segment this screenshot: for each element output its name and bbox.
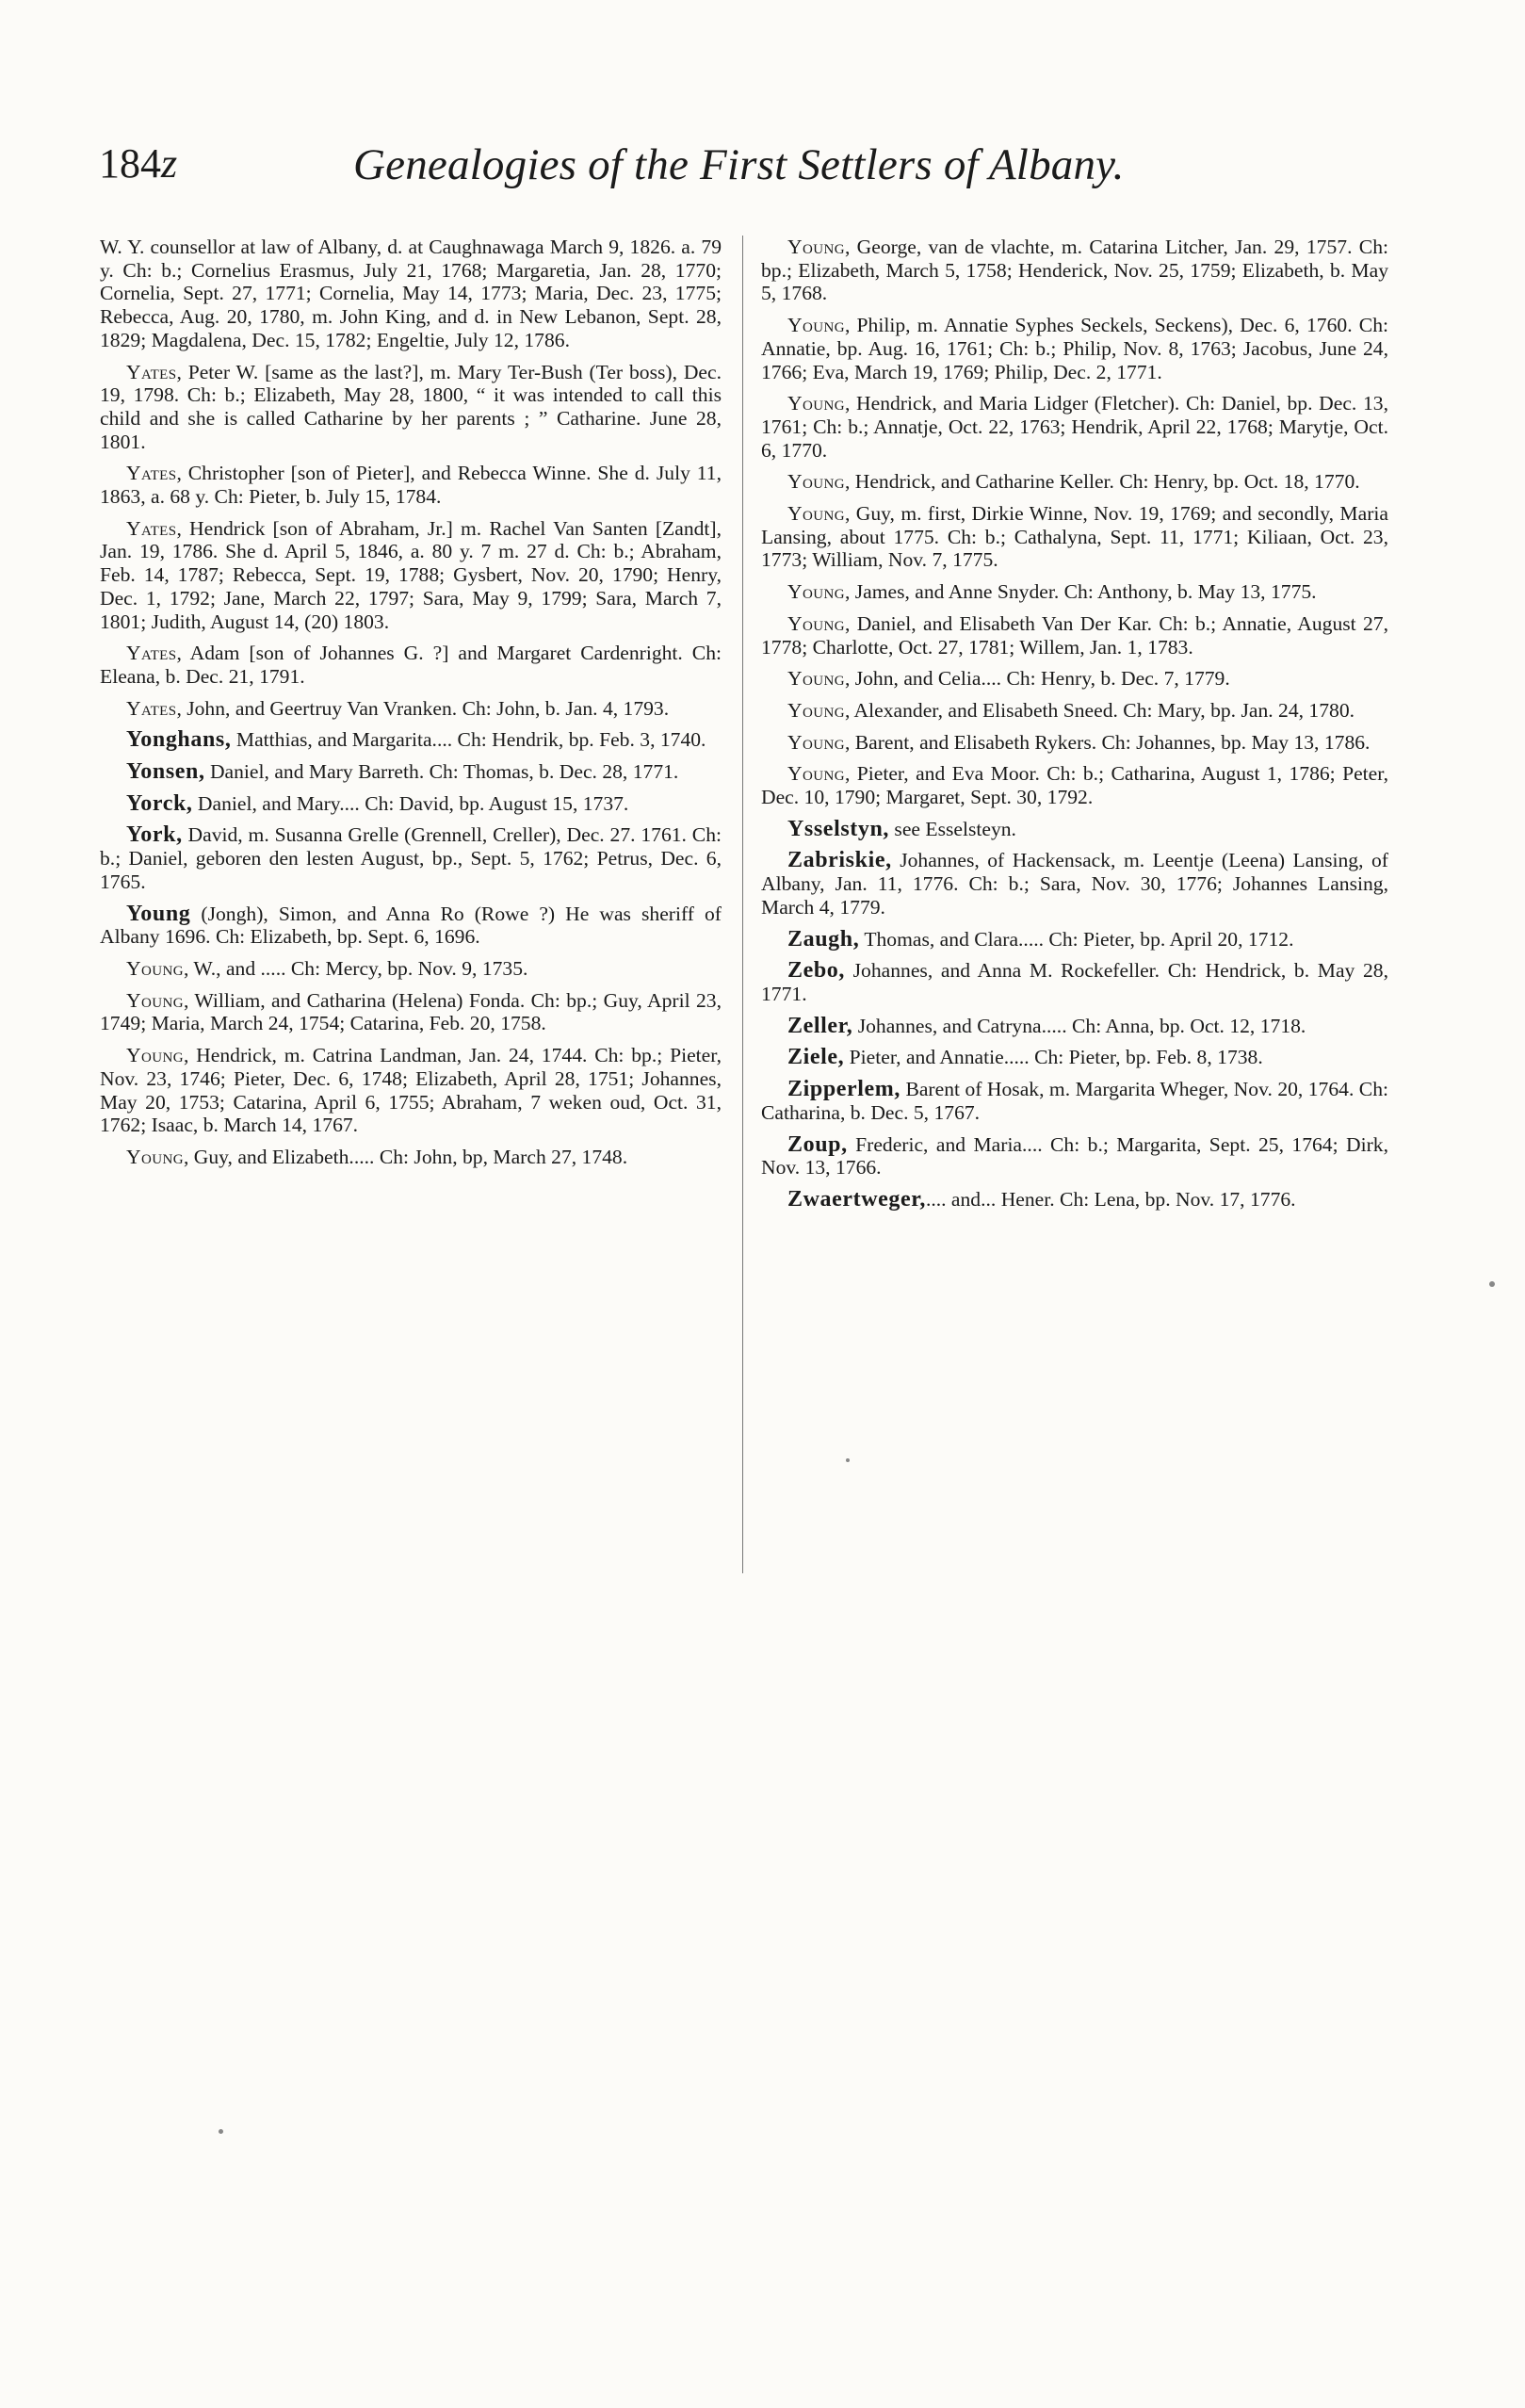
margin-speck <box>1489 1281 1495 1287</box>
entry-text: , Guy, m. first, Dirkie Winne, Nov. 19, 1769; and secondly, Maria Lansing, about 1775. Ch: b.; Cathalyna, Sept. 11, 1771; Kiliaan, Oct. 23, 1773; William, Nov. 7, 1775. <box>761 502 1388 572</box>
entry-surname: Zipperlem, <box>787 1077 900 1102</box>
entry-surname: Young <box>126 1145 184 1168</box>
right-column <box>761 236 1388 1220</box>
genealogy-entry <box>761 959 1388 1005</box>
entry-text: , Daniel, and Elisabeth Van Der Kar. Ch: b.; Annatie, August 27, 1778; Charlotte, Oct. 27, 1781; Willem, Jan. 1, 1783. <box>761 611 1388 659</box>
entry-text: Johannes, and Catryna..... Ch: Anna, bp. Oct. 12, 1718. <box>852 1014 1306 1037</box>
entry-surname: Young <box>787 502 845 526</box>
entry-surname: Ysselstyn, <box>787 816 890 841</box>
entry-text: , Philip, m. Annatie Syphes Seckels, Seckens), Dec. 6, 1760. Ch: Annatie, bp. Aug. 16, 1761; Ch: b.; Philip, Nov. 8, 1763; Jacobus, June 24, 1766; Eva, March 19, 1769; Philip, Dec. 2, 1771. <box>761 314 1388 383</box>
entry-text: , W., and ..... Ch: Mercy, bp. Nov. 9, 1735. <box>183 956 528 980</box>
genealogy-entry <box>761 1078 1388 1124</box>
genealogy-entry <box>761 1015 1388 1038</box>
page-title: Genealogies of the First Settlers of Albany. <box>353 140 1125 189</box>
entry-text: , Pieter, and Eva Moor. Ch: b.; Catharina, August 1, 1786; Peter, Dec. 10, 1790; Margaret, Sept. 30, 1792. <box>761 762 1388 809</box>
entry-surname: Young <box>787 392 845 415</box>
entry-text: , Hendrick, and Maria Lidger (Fletcher). Ch: Daniel, bp. Dec. 13, 1761; Ch: b.; Annatje, Oct. 22, 1763; Hendrik, April 22, 1768; Marytje, Oct. 6, 1770. <box>761 392 1388 462</box>
genealogy-entry <box>761 1133 1388 1180</box>
entry-surname: Yates <box>126 462 177 485</box>
genealogy-entry <box>100 792 722 816</box>
entry-text: , Alexander, and Elisabeth Sneed. Ch: Mary, bp. Jan. 24, 1780. <box>844 698 1355 722</box>
entry-text: , George, van de vlachte, m. Catarina Litcher, Jan. 29, 1757. Ch: bp.; Elizabeth, March 5, 1758; Henderick, Nov. 25, 1759; Elizabeth, b. May 5, 1768. <box>761 236 1388 305</box>
entry-surname: Young <box>787 698 845 722</box>
genealogy-entry <box>100 903 722 949</box>
entry-surname: Zebo, <box>787 958 846 984</box>
genealogy-entry <box>100 697 722 721</box>
entry-surname: Yonghans, <box>126 727 232 753</box>
entry-text: David, m. Susanna Grelle (Grennell, Creller), Dec. 27. 1761. Ch: b.; Daniel, geboren den lesten August, bp., Sept. 5, 1762; Petrus, Dec. 6, 1765. <box>100 823 722 893</box>
entry-surname: Zeller, <box>787 1013 853 1038</box>
entry-text: Johannes, and Anna M. Rockefeller. Ch: Hendrick, b. May 28, 1771. <box>761 959 1388 1005</box>
genealogy-entry <box>100 462 722 508</box>
entry-text: Daniel, and Mary Barreth. Ch: Thomas, b. Dec. 28, 1771. <box>204 760 679 784</box>
entry-surname: York, <box>126 822 183 848</box>
genealogy-entry <box>761 470 1388 494</box>
genealogy-entry <box>761 580 1388 604</box>
entry-text: Johannes, of Hackensack, m. Leentje (Leena) Lansing, of Albany, Jan. 11, 1776. Ch: b.; Sara, Nov. 30, 1776; Johannes Lansing, March 4, 1779. <box>761 849 1388 919</box>
entry-surname: Yates <box>126 516 177 540</box>
entry-text: Matthias, and Margarita.... Ch: Hendrik, bp. Feb. 3, 1740. <box>231 728 706 752</box>
genealogy-entry <box>100 728 722 752</box>
entry-text: , Christopher [son of Pieter], and Rebecca Winne. She d. July 11, 1863, a. 68 y. Ch: Pieter, b. July 15, 1784. <box>100 462 722 509</box>
entry-text: , Hendrick [son of Abraham, Jr.] m. Rachel Van Santen [Zandt], Jan. 19, 1786. She d. April 5, 1846, a. 80 y. 7 m. 27 d. Ch: b.; Abraham, Feb. 14, 1787; Rebecca, Sept. 19, 1788; Gysbert, Nov. 20, 1790; Henry, Dec. 1, 1792; Jane, March 22, 1797; Sara, May 9, 1799; Sara, March 7, 1801; Judith, August 14, (20) 1803. <box>100 516 722 633</box>
genealogy-entry <box>761 1188 1388 1212</box>
page-header <box>99 139 1182 205</box>
page-number-suffix: z <box>161 140 178 187</box>
entry-text: , James, and Anne Snyder. Ch: Anthony, b. May 13, 1775. <box>844 580 1317 604</box>
entry-surname: Young <box>787 580 845 604</box>
entry-surname: Yorck, <box>126 790 193 816</box>
entry-surname: Young <box>787 730 845 754</box>
entry-surname: Zoup, <box>787 1131 848 1157</box>
genealogy-entry <box>761 502 1388 572</box>
entry-text: , Hendrick, and Catharine Keller. Ch: Henry, bp. Oct. 18, 1770. <box>844 470 1360 494</box>
genealogy-entry <box>100 823 722 893</box>
entry-text: , John, and Celia.... Ch: Henry, b. Dec. 7, 1779. <box>844 667 1230 691</box>
genealogy-entry <box>761 612 1388 659</box>
entry-text: , Barent, and Elisabeth Rykers. Ch: Johannes, bp. May 13, 1786. <box>844 730 1371 754</box>
genealogy-entry <box>100 1044 722 1137</box>
entry-text: .... and... Hener. Ch: Lena, bp. Nov. 17, 1776. <box>925 1187 1296 1211</box>
entry-surname: Young <box>787 611 845 635</box>
margin-speck <box>846 1458 850 1462</box>
entry-surname: Ziele, <box>787 1045 845 1070</box>
entry-text: Thomas, and Clara..... Ch: Pieter, bp. April 20, 1712. <box>859 927 1294 951</box>
genealogy-entry <box>100 642 722 688</box>
entry-surname: Young <box>126 1044 184 1067</box>
entry-text: Pieter, and Annatie..... Ch: Pieter, bp. Feb. 8, 1738. <box>844 1046 1263 1069</box>
genealogy-entry <box>761 928 1388 952</box>
page-number: 184z <box>99 140 178 187</box>
column-divider <box>742 236 743 1573</box>
entry-surname: Young <box>787 470 845 494</box>
genealogy-entry <box>761 849 1388 919</box>
left-column <box>100 236 722 1178</box>
entry-surname: Young <box>126 988 184 1012</box>
entry-text: (Jongh), Simon, and Anna Ro (Rowe ?) He was sheriff of Albany 1696. Ch: Elizabeth, bp. Sept. 6, 1696. <box>100 902 722 949</box>
entry-surname: Yonsen, <box>126 759 205 785</box>
entry-text: Barent of Hosak, m. Margarita Wheger, Nov. 20, 1764. Ch: Catharina, b. Dec. 5, 1767. <box>761 1078 1388 1124</box>
entry-surname: Young <box>126 901 191 926</box>
genealogy-entry <box>100 361 722 454</box>
entry-text: , John, and Geertruy Van Vranken. Ch: John, b. Jan. 4, 1793. <box>176 696 670 720</box>
entry-text: , Guy, and Elizabeth..... Ch: John, bp, March 27, 1748. <box>183 1145 628 1168</box>
entry-surname: Young <box>787 236 845 258</box>
entry-text: Frederic, and Maria.... Ch: b.; Margarita, Sept. 25, 1764; Dirk, Nov. 13, 1766. <box>761 1132 1388 1180</box>
genealogy-entry <box>761 699 1388 723</box>
genealogy-entry <box>100 957 722 981</box>
entry-text: Daniel, and Mary.... Ch: David, bp. August 15, 1737. <box>192 791 629 815</box>
genealogy-entry <box>761 731 1388 755</box>
margin-speck <box>219 2129 223 2134</box>
entry-text: W. Y. counsellor at law of Albany, d. at Caughnawaga March 9, 1826. a. 79 y. Ch: b.; Cornelius Erasmus, July 21, 1768; Margaretia, Jan. 28, 1770; Cornelia, Sept. 27, 1771; Cornelia, May 14, 1773; Maria, Dec. 23, 1775; Rebecca, Aug. 20, 1780, m. John King, and d. in New Lebanon, Sept. 28, 1829; Magdalena, Dec. 15, 1782; Engeltie, July 12, 1786. <box>100 236 722 351</box>
entry-surname: Yates <box>126 696 177 720</box>
genealogy-entry <box>761 392 1388 462</box>
genealogy-entry <box>761 1046 1388 1069</box>
entry-surname: Yates <box>126 360 177 383</box>
entry-surname: Young <box>787 314 845 337</box>
entry-surname: Young <box>787 762 845 786</box>
genealogy-entry <box>100 989 722 1035</box>
entry-surname: Zabriskie, <box>787 848 892 873</box>
genealogy-entry <box>100 760 722 784</box>
genealogy-entry <box>761 236 1388 305</box>
genealogy-entry <box>100 1146 722 1169</box>
genealogy-entry <box>100 517 722 634</box>
genealogy-entry <box>761 818 1388 841</box>
genealogy-entry <box>100 236 722 352</box>
genealogy-entry <box>761 762 1388 808</box>
entry-text: , Hendrick, m. Catrina Landman, Jan. 24, 1744. Ch: bp.; Pieter, Nov. 23, 1746; Pieter, Dec. 6, 1748; Elizabeth, April 28, 1751; Johannes, May 20, 1753; Catarina, April 6, 1755; Abraham, 7 weken oud, Oct. 31, 1762; Isaac, b. March 14, 1767. <box>100 1044 722 1137</box>
entry-text: , Peter W. [same as the last?], m. Mary Ter-Bush (Ter boss), Dec. 19, 1798. Ch: b.; Elizabeth, May 28, 1800, “ it was intended to call this child and she is called Catharine by her parents ; ” Catharine. June 28, 1801. <box>100 360 722 453</box>
entry-text: , William, and Catharina (Helena) Fonda. Ch: bp.; Guy, April 23, 1749; Maria, March 24, 1754; Catarina, Feb. 20, 1758. <box>100 988 722 1035</box>
entry-surname: Young <box>126 956 184 980</box>
entry-text: , Adam [son of Johannes G. ?] and Margaret Cardenright. Ch: Eleana, b. Dec. 21, 1791. <box>100 642 722 688</box>
genealogy-entry <box>761 667 1388 691</box>
genealogy-entry <box>761 314 1388 383</box>
entry-surname: Zwaertweger, <box>787 1186 926 1212</box>
entry-surname: Young <box>787 667 845 691</box>
entry-surname: Zaugh, <box>787 926 860 952</box>
entry-text: see Esselsteyn. <box>889 817 1016 840</box>
entry-surname: Yates <box>126 642 177 665</box>
